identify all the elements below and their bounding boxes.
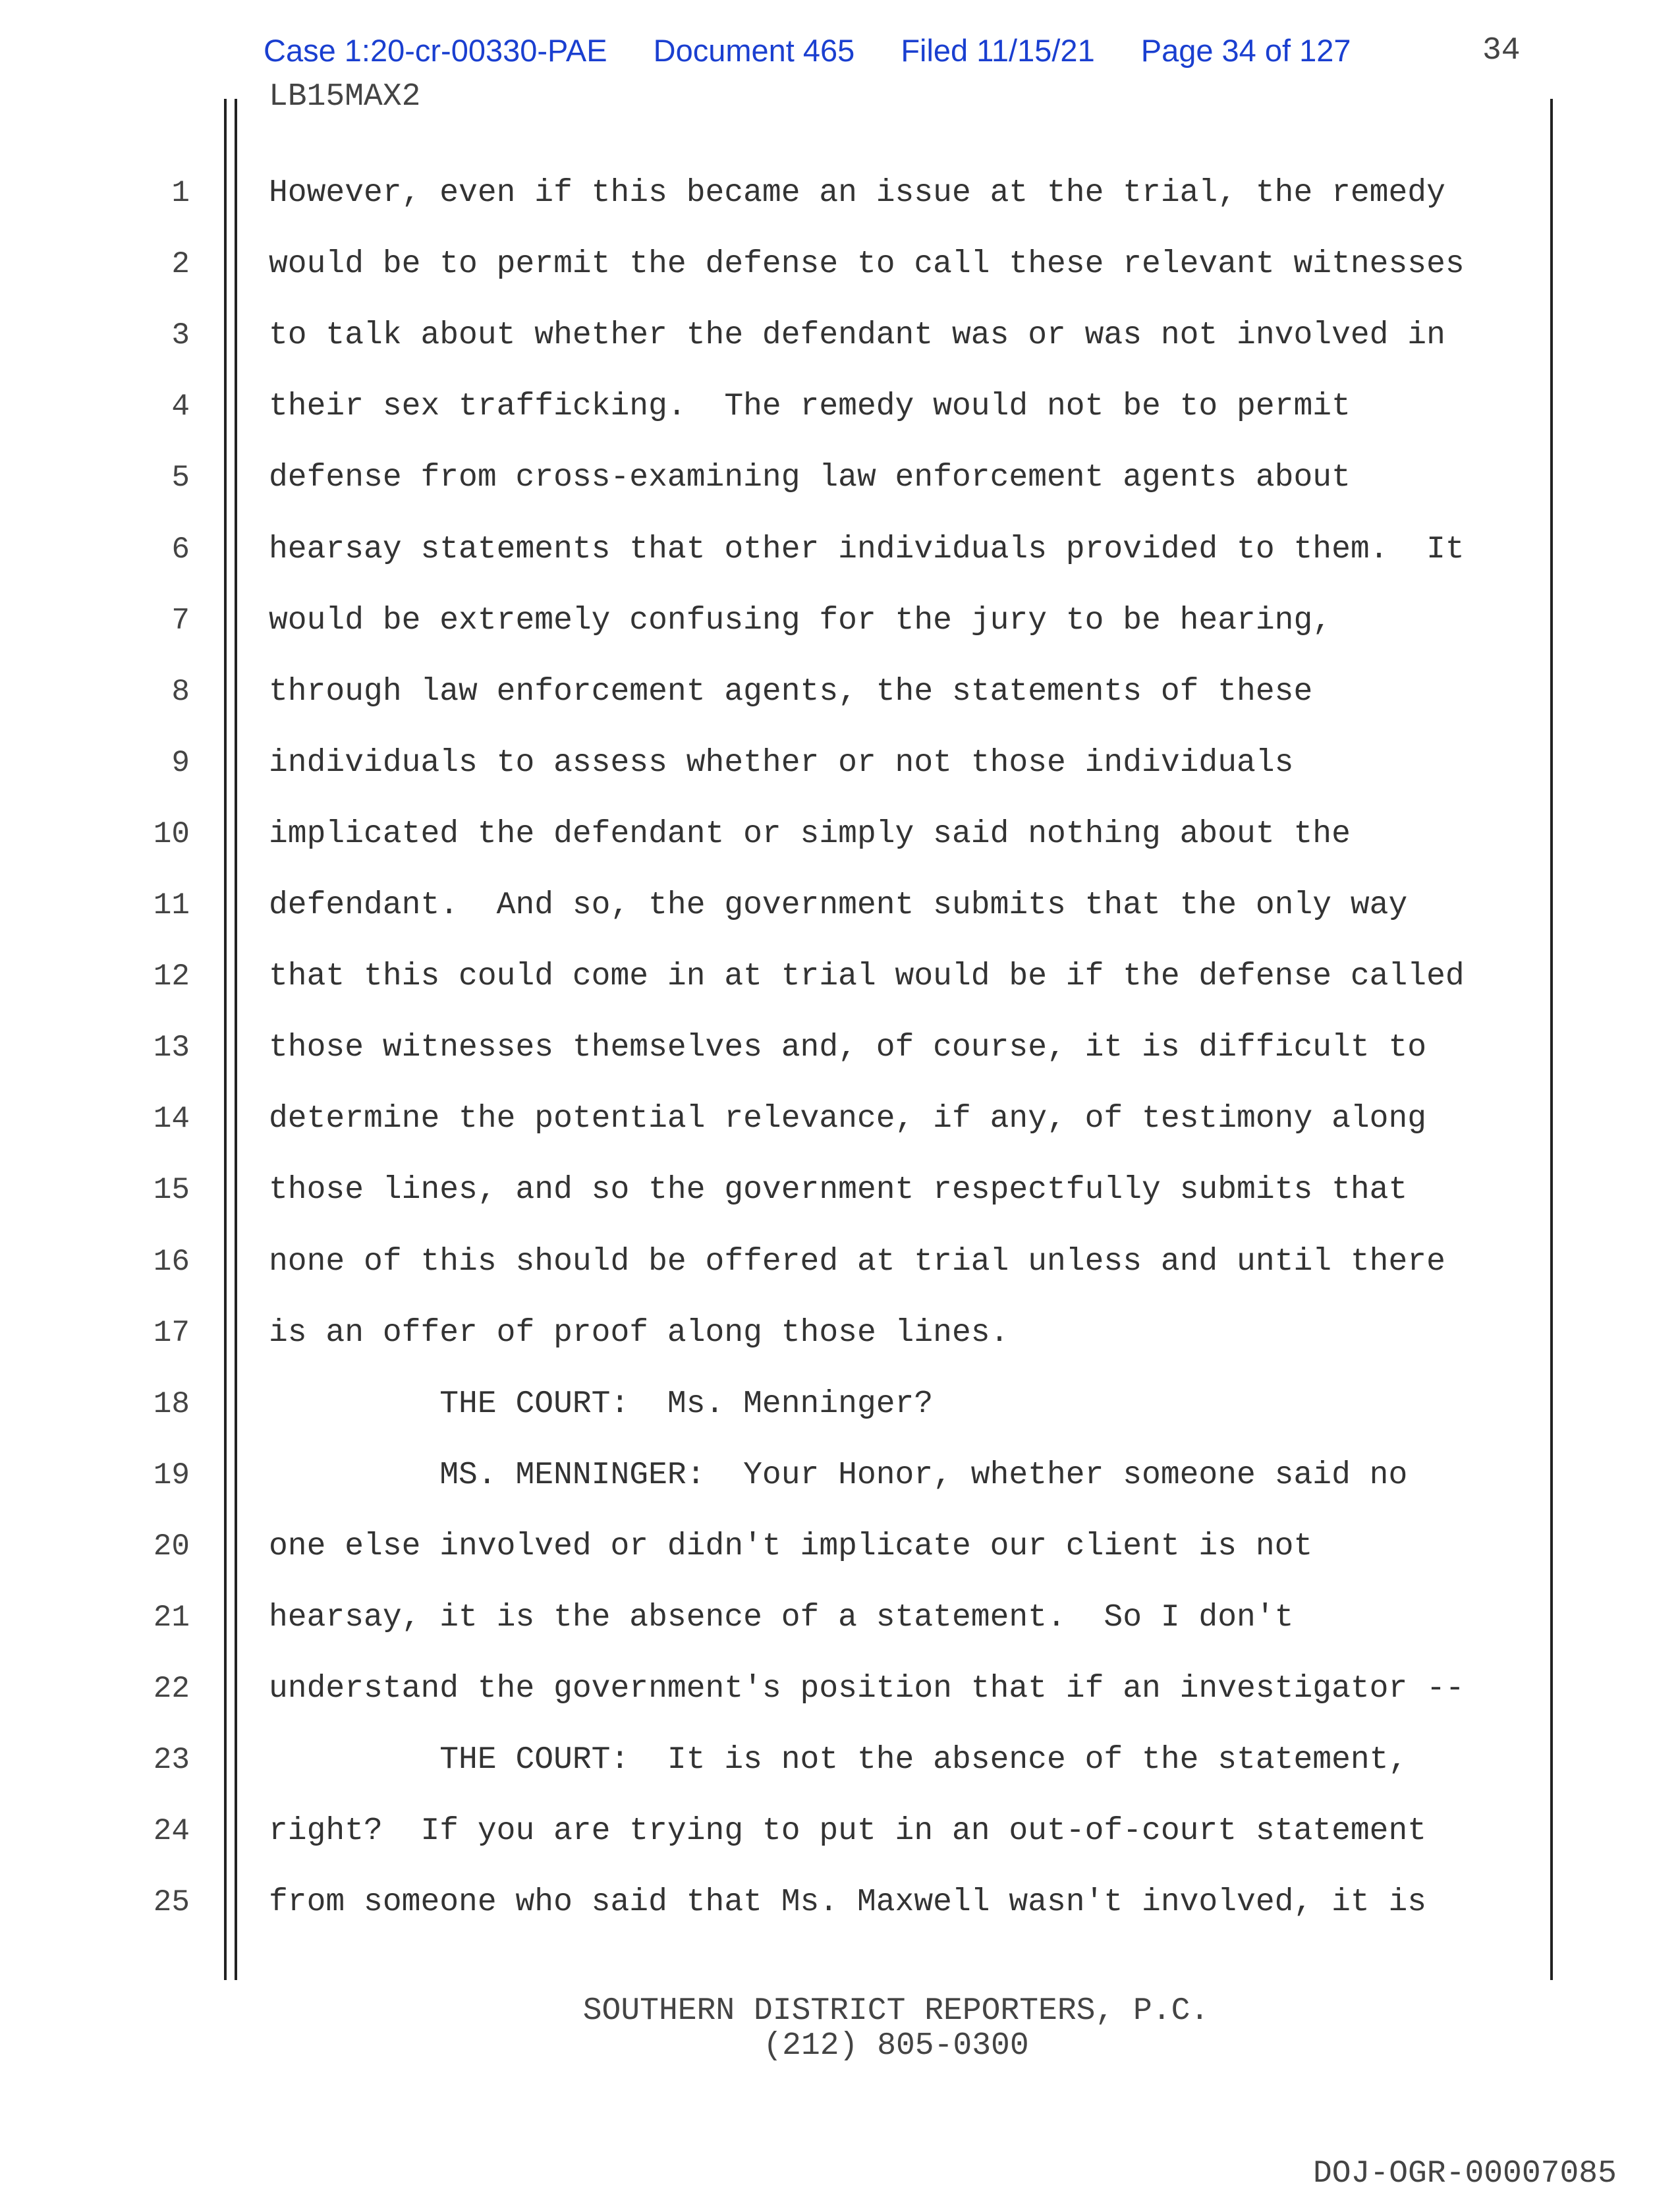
line-number: 19	[153, 1458, 190, 1492]
line-number: 10	[153, 817, 190, 851]
line-number: 5	[171, 461, 190, 495]
line-number: 2	[171, 247, 190, 281]
line-number: 23	[153, 1743, 190, 1777]
line-number: 15	[153, 1173, 190, 1207]
reporter-phone: (212) 805-0300	[763, 2028, 1029, 2064]
line-number: 16	[153, 1245, 190, 1279]
left-margin-rule	[224, 99, 227, 1980]
line-number: 3	[171, 318, 190, 353]
transcript-line: would be to permit the defense to call these relevant witnesses	[269, 246, 1465, 282]
transcript-line: none of this should be offered at trial unless and until there	[269, 1244, 1445, 1280]
line-number: 25	[153, 1885, 190, 1919]
page-of-total: Page 34 of 127	[1140, 32, 1351, 68]
transcript-line: defendant. And so, the government submits that the only way	[269, 888, 1408, 923]
line-number: 8	[171, 675, 190, 709]
line-number: 12	[153, 959, 190, 994]
transcript-line: those witnesses themselves and, of course, it is difficult to	[269, 1030, 1427, 1065]
transcript-line: MS. MENNINGER: Your Honor, whether someone said no	[269, 1458, 1408, 1493]
right-margin-rule	[1550, 99, 1553, 1980]
transcript-line: right? If you are trying to put in an out-of-court statement	[269, 1813, 1427, 1849]
line-number: 21	[153, 1601, 190, 1635]
case-header	[264, 30, 1351, 70]
document-number: Document 465	[653, 32, 855, 68]
line-number: 9	[171, 746, 190, 780]
transcript-line: one else involved or didn't implicate our client is not	[269, 1529, 1313, 1564]
line-number: 4	[171, 389, 190, 424]
line-number: 22	[153, 1672, 190, 1706]
transcript-line: their sex trafficking. The remedy would not be to permit	[269, 389, 1351, 424]
transcript-id: LB15MAX2	[269, 79, 421, 115]
transcript-line: through law enforcement agents, the statements of these	[269, 674, 1313, 710]
transcript-line: would be extremely confusing for the jury to be hearing,	[269, 603, 1332, 638]
transcript-line: is an offer of proof along those lines.	[269, 1315, 1009, 1351]
line-number: 20	[153, 1529, 190, 1564]
line-number: 13	[153, 1031, 190, 1065]
bates-number: DOJ-OGR-00007085	[1313, 2156, 1617, 2192]
line-number: 1	[171, 176, 190, 210]
transcript-line: implicated the defendant or simply said nothing about the	[269, 816, 1351, 852]
line-number: 7	[171, 604, 190, 638]
transcript-line: that this could come in at trial would be if the defense called	[269, 959, 1465, 994]
transcript-line: from someone who said that Ms. Maxwell wasn't involved, it is	[269, 1885, 1427, 1920]
left-margin-rule-inner	[235, 99, 237, 1980]
line-number: 14	[153, 1102, 190, 1136]
line-number: 17	[153, 1316, 190, 1350]
line-number: 11	[153, 888, 190, 922]
transcript-line: hearsay statements that other individuals provided to them. It	[269, 532, 1465, 567]
case-number: Case 1:20-cr-00330-PAE	[264, 32, 607, 68]
transcript-line: those lines, and so the government respectfully submits that	[269, 1172, 1408, 1208]
transcript-line: individuals to assess whether or not those individuals	[269, 745, 1294, 781]
transcript-line: hearsay, it is the absence of a statement. So I don't	[269, 1600, 1294, 1635]
transcript-line: to talk about whether the defendant was or was not involved in	[269, 318, 1445, 353]
line-number: 6	[171, 532, 190, 567]
line-number: 24	[153, 1814, 190, 1848]
line-number: 18	[153, 1387, 190, 1421]
transcript-line: THE COURT: Ms. Menninger?	[269, 1386, 934, 1422]
transcript-line: defense from cross-examining law enforcement agents about	[269, 460, 1351, 496]
transcript-line: determine the potential relevance, if any, of testimony along	[269, 1101, 1427, 1137]
transcript-line: However, even if this became an issue at the trial, the remedy	[269, 175, 1445, 211]
filed-date: Filed 11/15/21	[901, 32, 1095, 68]
page-number: 34	[1482, 33, 1521, 69]
reporter-name: SOUTHERN DISTRICT REPORTERS, P.C.	[582, 1993, 1210, 2029]
transcript-line: THE COURT: It is not the absence of the statement,	[269, 1742, 1408, 1778]
transcript-line: understand the government's position that if an investigator --	[269, 1671, 1465, 1707]
